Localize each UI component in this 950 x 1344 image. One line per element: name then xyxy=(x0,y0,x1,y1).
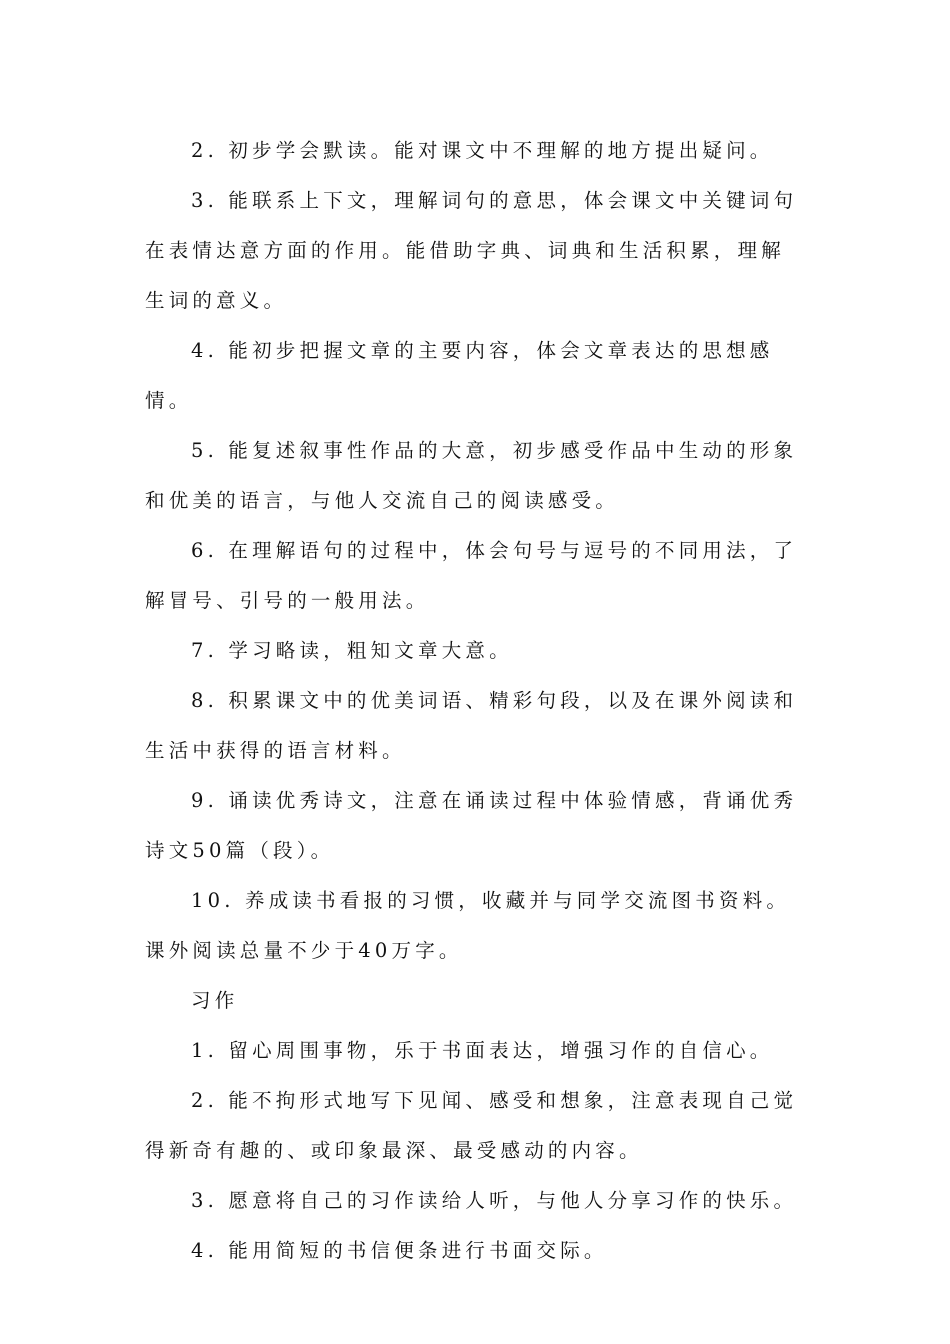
reading-item-5: 5. 能复述叙事性作品的大意，初步感受作品中生动的形象和优美的语言，与他人交流自己的阅读感受。 xyxy=(145,439,798,512)
writing-item-4: 4. 能用简短的书信便条进行书面交际。 xyxy=(191,1239,608,1262)
reading-item-3: 3. 能联系上下文，理解词句的意思，体会课文中关键词句在表情达意方面的作用。能借助字典、词典和生活积累，理解生词的意义。 xyxy=(145,189,798,312)
writing-item-3: 3. 愿意将自己的习作读给人听，与他人分享习作的快乐。 xyxy=(191,1189,798,1212)
writing-item-2: 2. 能不拘形式地写下见闻、感受和想象，注意表现自己觉得新奇有趣的、或印象最深、最受感动的内容。 xyxy=(145,1089,798,1162)
writing-item-1: 1. 留心周围事物，乐于书面表达，增强习作的自信心。 xyxy=(191,1039,774,1062)
reading-item-6: 6. 在理解语句的过程中，体会句号与逗号的不同用法，了解冒号、引号的一般用法。 xyxy=(145,539,798,612)
section-heading-writing: 习作 xyxy=(191,989,239,1012)
reading-item-7: 7. 学习略读，粗知文章大意。 xyxy=(191,639,513,662)
reading-item-8: 8. 积累课文中的优美词语、精彩句段，以及在课外阅读和生活中获得的语言材料。 xyxy=(145,689,798,762)
reading-item-4: 4. 能初步把握文章的主要内容，体会文章表达的思想感情。 xyxy=(145,339,774,412)
reading-item-9: 9. 诵读优秀诗文，注意在诵读过程中体验情感，背诵优秀诗文50篇（段）。 xyxy=(145,789,798,862)
document-page xyxy=(145,126,805,1276)
reading-item-2: 2. 初步学会默读。能对课文中不理解的地方提出疑问。 xyxy=(191,139,774,162)
reading-item-10: 10. 养成读书看报的习惯，收藏并与同学交流图书资料。课外阅读总量不少于40万字。 xyxy=(145,889,791,962)
